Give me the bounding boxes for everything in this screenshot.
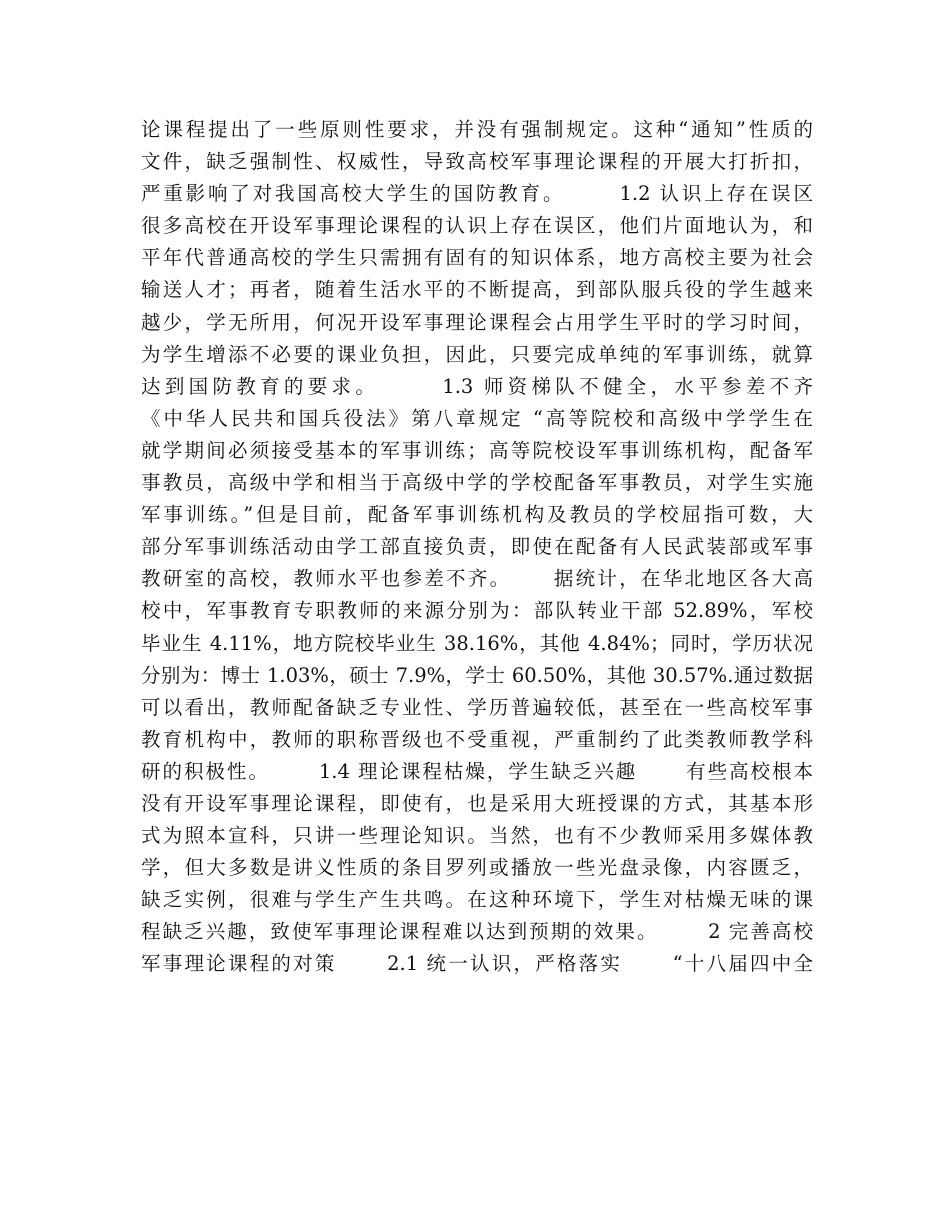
text-line: 越少，学无所用，何况开设军事理论课程会占用学生平时的学习时间， (141, 310, 813, 334)
text-line: 很多高校在开设军事理论课程的认识上存在误区，他们片面地认为，和 (141, 214, 813, 238)
text-line: 学，但大多数是讲义性质的条目罗列或播放一些光盘录像，内容匮乏， (141, 856, 813, 880)
text-line: 程缺乏兴趣，致使军事理论课程难以达到预期的效果。 2 完善高校 (141, 920, 813, 944)
text-line: 论课程提出了一些原则性要求，并没有强制规定。这种“通知”性质的 (141, 118, 813, 141)
text-line: 没有开设军事理论课程，即使有，也是采用大班授课的方式，其基本形 (141, 791, 813, 815)
text-line: 输送人才；再者，随着生活水平的不断提高，到部队服兵役的学生越来 (141, 278, 813, 302)
text-line: 教研室的高校，教师水平也参差不齐。 据统计，在华北地区各大高 (141, 567, 813, 591)
text-line: 文件，缺乏强制性、权威性，导致高校军事理论课程的开展大打折扣， (141, 150, 813, 174)
text-line: 教育机构中，教师的职称晋级也不受重视，严重制约了此类教师教学科 (141, 727, 813, 751)
text-line: 校中，军事教育专职教师的来源分别为：部队转业干部 52.89%，军校 (141, 599, 813, 623)
text-line: 达到国防教育的要求。 1.3 师资梯队不健全，水平参差不齐 (141, 374, 813, 398)
text-line: 事教员，高级中学和相当于高级中学的学校配备军事教员，对学生实施 (141, 471, 813, 495)
text-line: 军事理论课程的对策 2.1 统一认识，严格落实 “十八届四中全 (141, 952, 813, 976)
text-line: 《中华人民共和国兵役法》第八章规定 “高等院校和高级中学学生在 (141, 406, 813, 430)
text-line: 就学期间必须接受基本的军事训练；高等院校设军事训练机构，配备军 (141, 438, 813, 462)
body-text (141, 114, 813, 981)
text-line: 毕业生 4.11%，地方院校毕业生 38.16%，其他 4.84%；同时，学历状况 (141, 631, 813, 655)
text-line: 缺乏实例，很难与学生产生共鸣。在这种环境下，学生对枯燥无味的课 (141, 888, 813, 912)
text-line: 军事训练。”但是目前，配备军事训练机构及教员的学校屈指可数，大 (141, 503, 813, 527)
text-line: 平年代普通高校的学生只需拥有固有的知识体系，地方高校主要为社会 (141, 246, 813, 270)
text-line: 研的积极性。 1.4 理论课程枯燥，学生缺乏兴趣 有些高校根本 (141, 759, 813, 783)
text-line: 式为照本宣科，只讲一些理论知识。当然，也有不少教师采用多媒体教 (141, 824, 813, 848)
text-line: 严重影响了对我国高校大学生的国防教育。 1.2 认识上存在误区 (141, 182, 813, 206)
text-line: 为学生增添不必要的课业负担，因此，只要完成单纯的军事训练，就算 (141, 342, 813, 366)
text-line: 分别为：博士 1.03%，硕士 7.9%，学士 60.50%，其他 30.57%.通过数据 (141, 663, 813, 687)
text-line: 可以看出，教师配备缺乏专业性、学历普遍较低，甚至在一些高校军事 (141, 695, 813, 719)
text-line: 部分军事训练活动由学工部直接负责，即使在配备有人民武装部或军事 (141, 535, 813, 559)
